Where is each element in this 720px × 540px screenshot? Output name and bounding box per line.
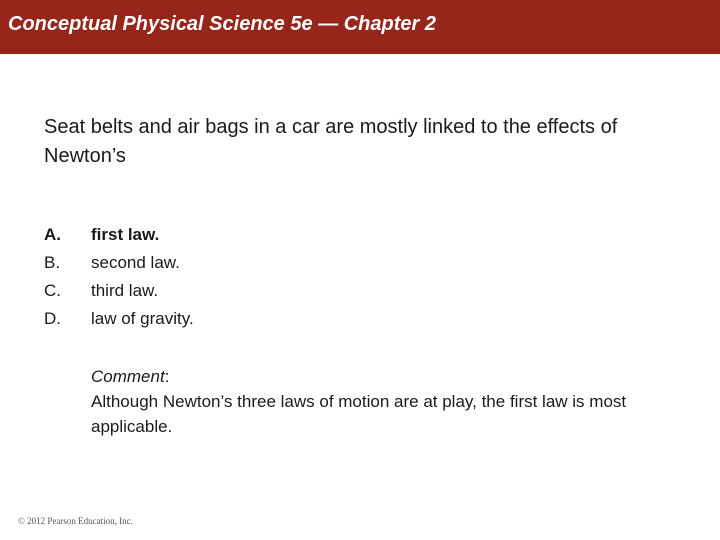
question-text: Seat belts and air bags in a car are mostly linked to the effects of Newton’s <box>44 116 618 167</box>
comment-heading <box>91 364 691 389</box>
comment-label: Comment <box>91 367 165 386</box>
option-letter: A. <box>44 225 61 244</box>
option-d <box>44 305 194 333</box>
slide-title: Conceptual Physical Science 5e — Chapter 2 <box>8 13 436 35</box>
option-b <box>44 249 194 277</box>
comment-text: Although Newton’s three laws of motion are at play, the first law is most applicable. <box>91 392 627 436</box>
copyright-notice: © 2012 Pearson Education, Inc. <box>18 516 133 526</box>
option-c <box>44 277 194 305</box>
option-text: third law. <box>91 281 159 300</box>
option-a <box>44 221 194 249</box>
option-text: second law. <box>91 253 180 272</box>
option-text: first law. <box>91 225 160 244</box>
comment-block <box>91 364 691 439</box>
answer-options <box>44 221 194 333</box>
header-bar <box>0 0 720 54</box>
option-letter: D. <box>44 309 61 328</box>
option-text: law of gravity. <box>91 309 194 328</box>
option-letter: B. <box>44 253 61 272</box>
comment-colon: : <box>164 367 170 386</box>
option-letter: C. <box>44 281 61 300</box>
